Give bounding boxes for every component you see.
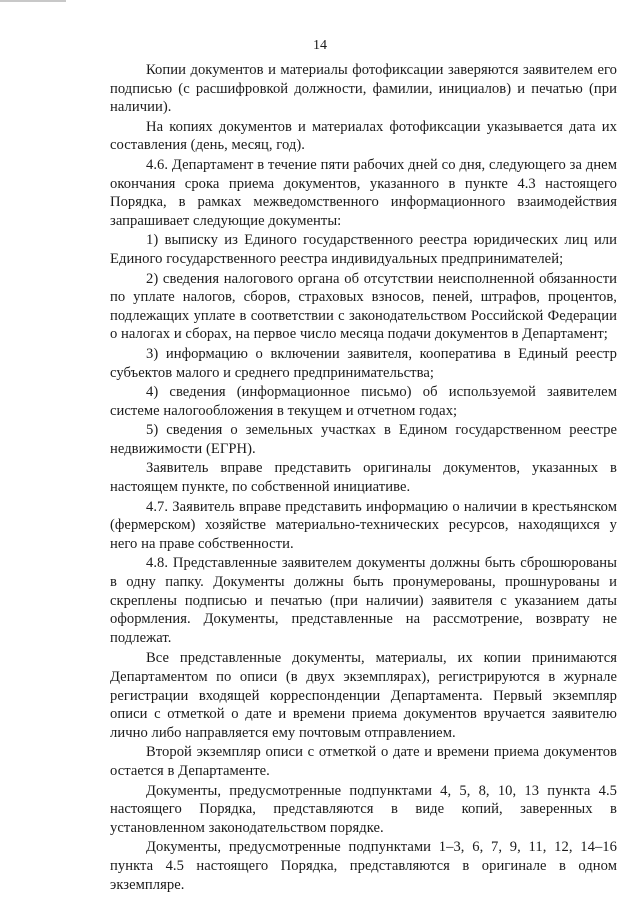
paragraph-copies-date: На копиях документов и материалах фотофиксации указывается дата их составления (день, месяц, год). — [110, 118, 617, 154]
paragraph-second-copy: Второй экземпляр описи с отметкой о дате и времени приема документов остается в Департаменте. — [110, 744, 617, 779]
page-number: 14 — [313, 38, 327, 53]
paragraph-own-initiative: Заявитель вправе представить оригиналы документов, указанных в настоящем пункте, по собственной инициативе. — [110, 460, 617, 496]
paragraph-originals-subpoints: Документы, предусмотренные подпунктами 1–3, 6, 7, 9, 11, 12, 14–16 пункта 4.5 настоящего Порядка, представляются в оригинале в одном экземпляре. — [110, 839, 617, 893]
paragraph-inventory: Все представленные документы, материалы, их копии принимаются Департаментом по описи (в двух экземплярах), регистрируются в журнале регистрации входящей корреспонденции Департамента. Первый экземпляр описи с отметкой о дате и времени приема документов вручается заявителю лично либо направляется ему почтовым отправлением. — [110, 650, 617, 741]
scan-edge-mark — [0, 0, 66, 2]
paragraph-4-8: 4.8. Представленные заявителем документы должны быть сброшюрованы в одну папку. Документы должны быть пронумерованы, прошнурованы и скреплены подписью и печатью (при наличии) заявителя с указанием даты оформления. Документы, представленные на рассмотрение, возврату не подлежат. — [110, 555, 617, 646]
list-item-5: 5) сведения о земельных участках в Едином государственном реестре недвижимости (ЕГРН). — [110, 422, 617, 457]
list-item-3: 3) информацию о включении заявителя, кооператива в Единый реестр субъектов малого и среднего предпринимательства; — [110, 345, 617, 381]
list-item-2: 2) сведения налогового органа об отсутствии неисполненной обязанности по уплате налогов, сборов, страховых взносов, пеней, штрафов, процентов, подлежащих уплате в соответствии с законодательством Российской Федерации о налогах и сборах, на первое число месяца подачи документов в Департамент; — [110, 270, 617, 343]
paragraph-4-7: 4.7. Заявитель вправе представить информацию о наличии в крестьянском (фермерском) хозяйстве материально-технических ресурсов, находящихся у него на праве собственности. — [110, 498, 617, 552]
list-item-4: 4) сведения (информационное письмо) об используемой заявителем системе налогообложения в текущем и отчетном годах; — [110, 384, 617, 419]
document-body — [110, 61, 617, 894]
paragraph-copies-certification: Копии документов и материалы фотофиксации заверяются заявителем его подписью (с расшифровкой должности, фамилии, инициалов) и печатью (при наличии). — [110, 62, 617, 116]
list-item-1: 1) выписку из Единого государственного реестра юридических лиц или Единого государственного реестра индивидуальных предпринимателей; — [110, 232, 617, 267]
paragraph-copies-subpoints: Документы, предусмотренные подпунктами 4, 5, 8, 10, 13 пункта 4.5 настоящего Порядка, представляются в виде копий, заверенных в установленном законодательством порядке. — [110, 782, 617, 836]
paragraph-4-6: 4.6. Департамент в течение пяти рабочих дней со дня, следующего за днем окончания срока приема документов, указанного в пункте 4.3 настоящего Порядка, в рамках межведомственного информационного взаимодействия запрашивает следующие документы: — [110, 156, 617, 229]
